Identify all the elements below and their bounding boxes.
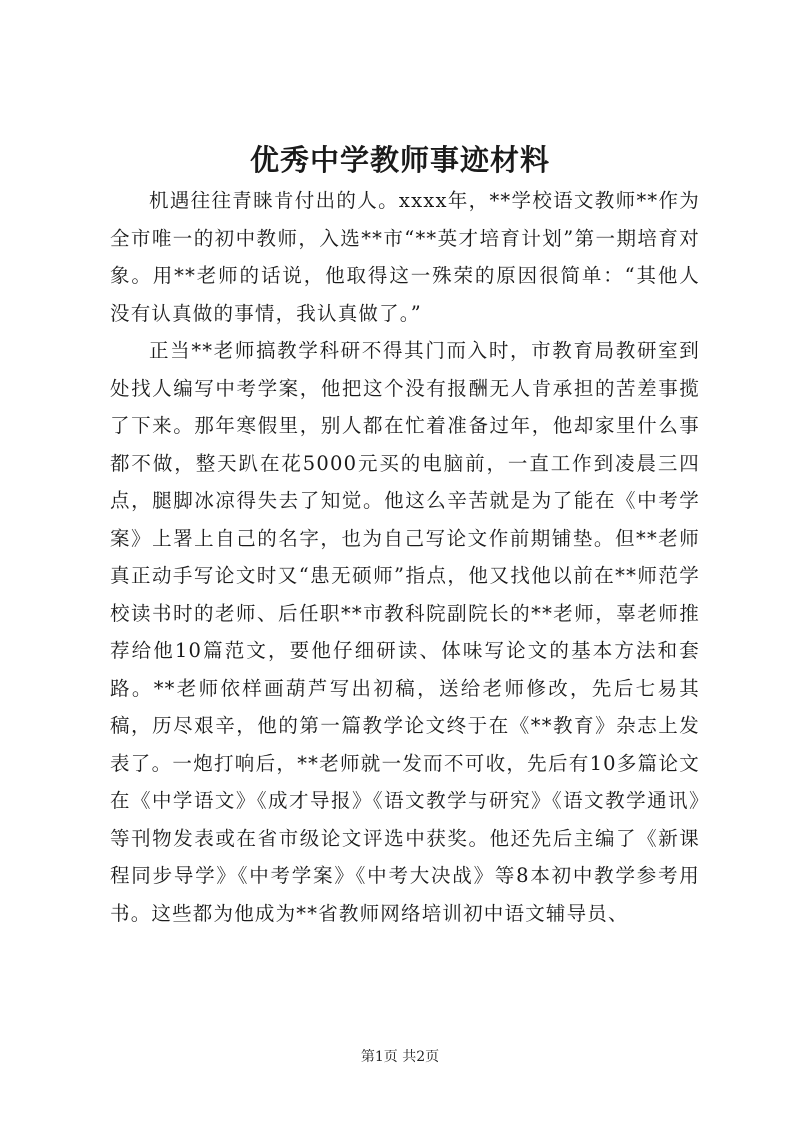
paragraph: 正当**老师搞教学科研不得其门而入时，市教育局教研室到处找人编写中考学案，他把这个没有报酬无人肯承担的苦差事揽了下来。那年寒假里，别人都在忙着准备过年，他却家里什么事都不做，整天趴在花5000元买的电脑前，一直工作到凌晨三四点，腿脚冰凉得失去了知觉。他这么辛苦就是为了能在《中考学案》上署上自己的名字，也为自己写论文作前期铺垫。但**老师真正动手写论文时又“患无硕师”指点，他又找他以前在**师范学校读书时的老师、后任职**市教科院副院长的**老师，辜老师推荐给他10篇范文，要他仔细研读、体味写论文的基本方法和套路。**老师依样画葫芦写出初稿，送给老师修改，先后七易其稿，历尽艰辛，他的第一篇教学论文终于在《**教育》杂志上发表了。一炮打响后，**老师就一发而不可收，先后有10多篇论文在《中学语文》《成才导报》《语文教学与研究》《语文教学通讯》等刊物发表或在省市级论文评选中获奖。他还先后主编了《新课程同步导学》《中考学案》《中考大决战》等8本初中教学参考用书。这些都为他成为**省教师网络培训初中语文辅导员、 <box>110 339 700 925</box>
document-title: 优秀中学教师事迹材料 <box>249 143 550 177</box>
document-body <box>110 182 700 932</box>
paragraph: 机遇往往青睐肯付出的人。xxxx年，**学校语文教师**作为全市唯一的初中教师，入选**市“**英才培育计划”第一期培育对象。用**老师的话说，他取得这一殊荣的原因很简单：“其他人没有认真做的事情，我认真做了。” <box>110 189 700 325</box>
page-indicator: 第1页 共2页 <box>360 1049 440 1065</box>
